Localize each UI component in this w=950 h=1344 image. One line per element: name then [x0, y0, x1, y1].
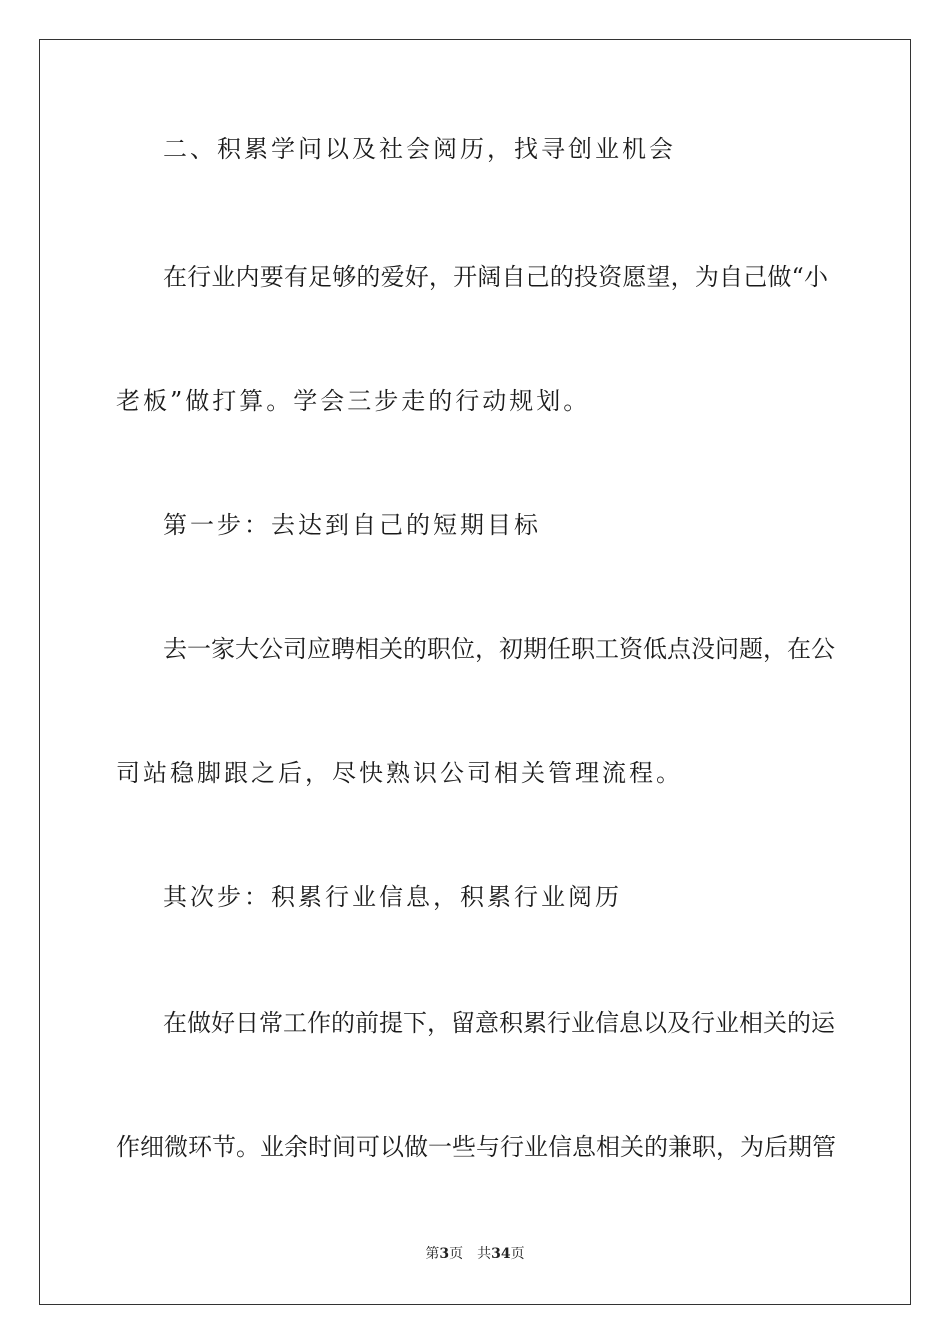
- section-heading: 二、积累学问以及社会阅历，找寻创业机会: [163, 135, 676, 163]
- total-suffix: 页: [510, 1246, 525, 1262]
- page-border: [39, 39, 911, 1305]
- paragraph-line: 在行业内要有足够的爱好，开阔自己的投资愿望，为自己做“小: [163, 263, 828, 291]
- page-suffix: 页: [449, 1246, 464, 1262]
- paragraph-line: 老板”做打算。学会三步走的行动规划。: [116, 387, 591, 415]
- page-footer: [0, 1245, 950, 1263]
- step-heading: 其次步：积累行业信息，积累行业阅历: [163, 883, 622, 911]
- total-prefix: 共: [477, 1246, 492, 1262]
- paragraph-line: 在做好日常工作的前提下，留意积累行业信息以及行业相关的运: [163, 1009, 835, 1037]
- paragraph-line: 去一家大公司应聘相关的职位，初期任职工资低点没问题，在公: [163, 635, 835, 663]
- page-current-number: 3: [439, 1246, 450, 1262]
- page-prefix: 第: [425, 1246, 440, 1262]
- paragraph-line: 作细微环节。业余时间可以做一些与行业信息相关的兼职，为后期管: [116, 1133, 836, 1161]
- page-total-number: 34: [491, 1246, 511, 1262]
- paragraph-line: 司站稳脚跟之后，尽快熟识公司相关管理流程。: [116, 759, 683, 787]
- step-heading: 第一步：去达到自己的短期目标: [163, 511, 541, 539]
